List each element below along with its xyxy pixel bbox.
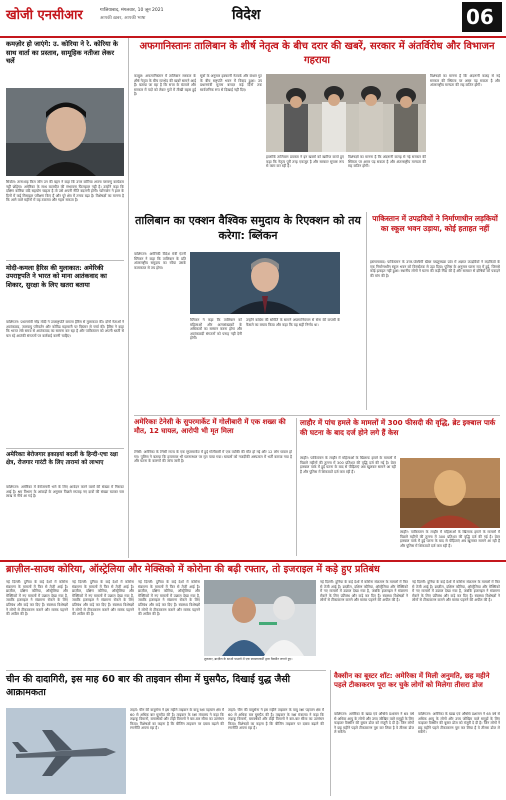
- lahore-body: लाहौर: पाकिस्तान के लाहौर में महिलाओं के खिलाफ हमले के मामलों में पिछले महीनों की तुलना में 300 प्रतिशत की वृद्धि दर्ज की गई है। ग्रेटर इक्बाल पार्क में हुई घटना के बाद से पीड़िताएं अब खुलकर सामने आ रही हैं और पुलिस में शिकायतें दर्ज करा रही हैं।: [300, 456, 396, 474]
- pak-headline: पाकिस्तान में उपद्रवियों ने निर्माणाधीन लड़कियों का स्कूल भवन उड़ाया, कोई हताहत नहीं: [372, 214, 498, 233]
- vaccination-photo: [204, 580, 316, 656]
- vaccination-photo-art: [204, 580, 316, 656]
- afghan-body-4: विशेषज्ञों का मानना है कि अंदरूनी कलह से नई सरकार की स्थिरता पर असर पड़ सकता है और अंतरराष्ट्रीय मान्यता की राह कठिन होगी।: [348, 155, 426, 169]
- corona-body-1: नई दिल्ली: दुनिया के कई देशों में कोरोना संक्रमण के मामलों में फिर से तेजी आई है। ब्राज़ील, दक्षिण कोरिया, ऑस्ट्रेलिया और मेक्सिको में नए मामलों में उछाल देखा गया है, जबकि इजराइल ने संक्रमण रोकने के लिए प्रतिबंध और कड़े कर दिए हैं। स्वास्थ्य विशेषज्ञों ने लोगों से टीकाकरण कराने और मास्क पहनने की अपील की है।: [6, 580, 68, 617]
- taliban-photo-art: [266, 74, 426, 152]
- tennessee-divider: [134, 415, 500, 416]
- lahore-photo-art: [400, 458, 500, 528]
- tagline-text: आपकी ख़बर, आपकी भाषा: [100, 16, 146, 21]
- corona-headline: ब्राज़ील-साउथ कोरिया, ऑस्ट्रेलिया और मेक्सिको में कोरोना की बढ़ी रफ्तार, तो इजराइल में कड़े हुए प्रतिबंध: [6, 564, 380, 575]
- taliban-leaders-photo: [266, 74, 426, 152]
- pak-divider: [366, 212, 367, 410]
- page-number: 06: [466, 5, 494, 29]
- kim-photo-art: [6, 88, 124, 176]
- corona-body-3: नई दिल्ली: दुनिया के कई देशों में कोरोना संक्रमण के मामलों में फिर से तेजी आई है। ब्राज़ील, दक्षिण कोरिया, ऑस्ट्रेलिया और मेक्सिको में नए मामलों में उछाल देखा गया है, जबकि इजराइल ने संक्रमण रोकने के लिए प्रतिबंध और कड़े कर दिए हैं। स्वास्थ्य विशेषज्ञों ने लोगों से टीकाकरण कराने और मास्क पहनने की अपील की है।: [138, 580, 200, 617]
- lahore-divider: [296, 418, 297, 556]
- vaccination-caption: शुक्रवार, ब्राज़ील के साओ पाउलो में एक स्वास्थ्यकर्मी द्वारा वैक्सीन लगाते हुए।: [204, 657, 293, 661]
- tennessee-body: टेनेसी: अमेरिका के टेनेसी राज्य के एक सुपरमार्केट में हुई गोलीबारी में एक व्यक्ति की मौत हो गई और 12 लोग घायल हो गए। पुलिस ने बताया कि हमलावर भी घटनास्थल पर मृत पाया गया। घायलों को नजदीकी अस्पताल में भर्ती कराया गया है और घटना के कारणों की जांच जारी है।: [134, 450, 292, 464]
- corona-body-2: नई दिल्ली: दुनिया के कई देशों में कोरोना संक्रमण के मामलों में फिर से तेजी आई है। ब्राज़ील, दक्षिण कोरिया, ऑस्ट्रेलिया और मेक्सिको में नए मामलों में उछाल देखा गया है, जबकि इजराइल ने संक्रमण रोकने के लिए प्रतिबंध और कड़े कर दिए हैं। स्वास्थ्य विशेषज्ञों ने लोगों से टीकाकरण कराने और मास्क पहनने की अपील की है।: [72, 580, 134, 617]
- booster-body-2: वाशिंगटन: अमेरिका के खाद्य एवं औषधि प्रशासन ने 65 वर्ष से अधिक आयु के लोगों और उच्च जोखिम वाले समूहों के लिए फाइजर वैक्सीन की बूस्टर डोज को मंजूरी दे दी है। जिन लोगों ने छह महीने पहले टीकाकरण पूरा कर लिया है वे तीसरा डोज ले सकेंगे।: [418, 712, 500, 735]
- column-divider: [128, 38, 129, 558]
- dateline-text: गाजियाबाद, मंगलवार, 10 जून 2021: [100, 8, 164, 13]
- jobs-body: वाशिंगटन: अमेरिका में बेरोजगारी भत्ते के लिए आवेदन करने वालों की संख्या में गिरावट आई है। श्रम विभाग के आंकड़ों के अनुसार पिछले सप्ताह नए दावों की संख्या घटकर चार लाख से नीचे आ गई है।: [6, 485, 124, 499]
- china-divider: [6, 670, 326, 671]
- blinken-body-3: उन्होंने कांग्रेस की समिति के सामने अफगानिस्तान से सेना की वापसी के फैसले का बचाव किया और कहा कि यह सही निर्णय था।: [246, 318, 340, 327]
- pak-body: इस्लामाबाद: पाकिस्तान के उत्तर-पश्चिमी खैबर पख्तूनख्वा प्रांत में अज्ञात उपद्रवियों ने लड़कियों के एक निर्माणाधीन स्कूल भवन को विस्फोटक से उड़ा दिया। पुलिस के अनुसार घटना रात में हुई, जिससे कोई हताहत नहीं हुआ। स्थानीय लोगों ने घटना की कड़ी निंदा की है और सरकार से दोषियों को पकड़ने की मांग की है।: [370, 260, 500, 278]
- fighter-jet-art: [6, 708, 126, 794]
- blinken-headline: तालिबान का एक्शन वैश्विक समुदाय के रिएक्शन को तय करेगा: ब्लिंकन: [135, 214, 361, 242]
- lahore-body-2: लाहौर: पाकिस्तान के लाहौर में महिलाओं के खिलाफ हमले के मामलों में पिछले महीनों की तुलना में 300 प्रतिशत की वृद्धि दर्ज की गई है। ग्रेटर इक्बाल पार्क में हुई घटना के बाद से पीड़िताएं अब खुलकर सामने आ रही हैं और पुलिस में शिकायतें दर्ज करा रही हैं।: [400, 530, 500, 548]
- booster-divider: [330, 670, 331, 796]
- lahore-headline: लाहौर में पांच हमले के मामलों में 300 फीसदी की वृद्धि, ब्रेट इक्बाल पार्क की घटना के बाद दर्ज होने लगे हैं केस: [300, 418, 496, 437]
- afghan-body-3: हालांकि तालिबान प्रवक्ता ने इन खबरों को खारिज करते हुए कहा कि नेतृत्व पूरी तरह एकजुट है और सरकार सुचारु रूप से काम कर रही है।: [266, 155, 344, 169]
- china-body-2: ताइपे: चीन की वायुसेना ने इस महीने ताइवान के वायु रक्षा पहचान क्षेत्र में 60 से अधिक बार घुसपैठ की है। ताइवान के रक्षा मंत्रालय ने कहा कि लड़ाकू विमानों, बमवर्षकों और टोही विमानों ने बार-बार सीमा का उल्लंघन किया। विशेषज्ञों का कहना है कि बीजिंग ताइवान पर दबाव बढ़ाने की रणनीति अपना रहा है।: [228, 708, 324, 731]
- jobs-divider: [6, 448, 124, 449]
- fighter-jet-photo: [6, 708, 126, 794]
- brand-name: खोजी एनसीआर: [6, 8, 83, 23]
- corona-body-5: नई दिल्ली: दुनिया के कई देशों में कोरोना संक्रमण के मामलों में फिर से तेजी आई है। ब्राज़ील, दक्षिण कोरिया, ऑस्ट्रेलिया और मेक्सिको में नए मामलों में उछाल देखा गया है, जबकि इजराइल ने संक्रमण रोकने के लिए प्रतिबंध और कड़े कर दिए हैं। स्वास्थ्य विशेषज्ञों ने लोगों से टीकाकरण कराने और मास्क पहनने की अपील की है।: [412, 580, 500, 603]
- afghan-body-5: विशेषज्ञों का मानना है कि अंदरूनी कलह से नई सरकार की स्थिरता पर असर पड़ सकता है और अंतरराष्ट्रीय मान्यता की राह कठिन होगी।: [430, 74, 500, 88]
- modi-harris-headline: मोदी-कमला हैरिस की मुलाकात: अमेरिकी उपराष्ट्रपति ने भारत को माना आतंकवाद का शिकार, सुरक्षा के लिए खतरा बताया: [6, 264, 107, 289]
- kim-jong-un-photo: [6, 88, 124, 176]
- china-headline: चीन की दादागिरी, इस माह 60 बार की ताइवान सीमा में घुसपैठ, दिखाई युद्ध जैसी आक्रामकता: [6, 674, 291, 698]
- modi-harris-body: वाशिंगटन: प्रधानमंत्री नरेंद्र मोदी ने उपराष्ट्रपति कमला हैरिस से मुलाकात की। दोनों नेताओं ने आतंकवाद, जलवायु परिवर्तन और कोविड महामारी पर विस्तार से चर्चा की। हैरिस ने कहा कि भारत लंबे समय से आतंकवाद का सामना कर रहा है और पाकिस्तान को अपनी धरती से चल रहे आतंकी संगठनों पर कार्रवाई करनी चाहिए।: [6, 320, 124, 338]
- corona-body-4: नई दिल्ली: दुनिया के कई देशों में कोरोना संक्रमण के मामलों में फिर से तेजी आई है। ब्राज़ील, दक्षिण कोरिया, ऑस्ट्रेलिया और मेक्सिको में नए मामलों में उछाल देखा गया है, जबकि इजराइल ने संक्रमण रोकने के लिए प्रतिबंध और कड़े कर दिए हैं। स्वास्थ्य विशेषज्ञों ने लोगों से टीकाकरण कराने और मास्क पहनने की अपील की है।: [320, 580, 408, 603]
- blinken-photo-art: [190, 252, 340, 314]
- booster-body-1: वाशिंगटन: अमेरिका के खाद्य एवं औषधि प्रशासन ने 65 वर्ष से अधिक आयु के लोगों और उच्च जोखिम वाले समूहों के लिए फाइजर वैक्सीन की बूस्टर डोज को मंजूरी दे दी है। जिन लोगों ने छह महीने पहले टीकाकरण पूरा कर लिया है वे तीसरा डोज ले सकेंगे।: [334, 712, 414, 735]
- kim-headline: कमज़ोर हो जाएंगे: उ. कोरिया ने रे. कोरिया के साथ वार्ता का प्रस्ताव, सामूहिक नतीजा लेकर चलें: [6, 40, 118, 66]
- booster-headline: वैक्सीन का बूस्टर शॉट: अमेरिका में मिली अनुमति, छह महीने पहले टीकाकरण पूरा कर चुके लोगों को मिलेगा तीसरा डोज: [334, 672, 490, 690]
- masthead: [0, 0, 506, 38]
- lahore-photo: [400, 458, 500, 528]
- jobs-headline: अमेरिकाः बेरोजगार इकाइयां बदलीं के हिन्दी-एचः रक्षा क्षेत्र, रोजगार गारंटी के लिए तारामां को लाभाए: [6, 452, 118, 466]
- afghan-body-2: सूत्रों के अनुसार हक्कानी नेटवर्क और कंधार गुट के बीच राष्ट्रपति भवन में विवाद हुआ। उप प्रधानमंत्री मुल्ला बरादर कई दिनों तक सार्वजनिक रूप से दिखाई नहीं दिए।: [200, 74, 262, 92]
- china-body-1: ताइपे: चीन की वायुसेना ने इस महीने ताइवान के वायु रक्षा पहचान क्षेत्र में 60 से अधिक बार घुसपैठ की है। ताइवान के रक्षा मंत्रालय ने कहा कि लड़ाकू विमानों, बमवर्षकों और टोही विमानों ने बार-बार सीमा का उल्लंघन किया। विशेषज्ञों का कहना है कि बीजिंग ताइवान पर दबाव बढ़ाने की रणनीति अपना रहा है।: [130, 708, 224, 731]
- brand-logo: [6, 4, 83, 26]
- section-title: विदेश: [232, 7, 261, 23]
- afghan-body-1: काबुल: अफगानिस्तान में तालिबान सरकार के शीर्ष नेतृत्व के बीच मतभेद की खबरें सामने आई हैं। बताया जा रहा है कि सत्ता के बंटवारे और सरकार में पदों को लेकर गुटों में तीखी बहस हुई है।: [134, 74, 196, 97]
- corona-top-rule: [0, 560, 506, 562]
- blinken-body-2: ब्लिंकन ने कहा कि तालिबान को महिलाओं और अल्पसंख्यकों के अधिकारों का सम्मान करना होगा और आतंकवादी संगठनों को पनाह नहीं देनी होगी।: [190, 318, 242, 341]
- blinken-photo: [190, 252, 340, 314]
- kim-divider: [6, 260, 124, 261]
- blinken-body-1: वाशिंगटन: अमेरिकी विदेश मंत्री एंटनी ब्लिंकन ने कहा कि तालिबान के प्रति अंतरराष्ट्रीय समुदाय का रवैया उसके कामकाज से तय होगा।: [134, 252, 186, 270]
- tennessee-headline: अमेरिकाः टेनेसी के सुपरमार्केट में गोलीबारी में एक शख्स की मौत, 12 घायल, आरोपी भी मृत मिला: [134, 418, 286, 436]
- afghan-headline: अफगानिस्तानः तालिबान के शीर्ष नेतृत्व के बीच दरार की खबरें, सरकार में अंतर्विरोध और विभाजन गहराया: [139, 41, 495, 66]
- kim-body: सियोल: तानाशाह किम जोंग उन की बहन ने कहा कि उत्तर कोरिया अपना परमाणु कार्यक्रम नहीं छोड़ेगा। अमेरिका के साथ बातचीत की संभावना फिलहाल नहीं है। उन्होंने कहा कि दक्षिण कोरिया यदि सहयोग चाहता है तो उसे अपनी नीति बदलनी होगी। प्योंगयांग ने हाल के दिनों में कई मिसाइल परीक्षण किए हैं और पूरे क्षेत्र में तनाव बढ़ा है। विशेषज्ञों का मानना है कि आने वाले महीनों में यह टकराव और गहरा सकता है।: [6, 180, 124, 203]
